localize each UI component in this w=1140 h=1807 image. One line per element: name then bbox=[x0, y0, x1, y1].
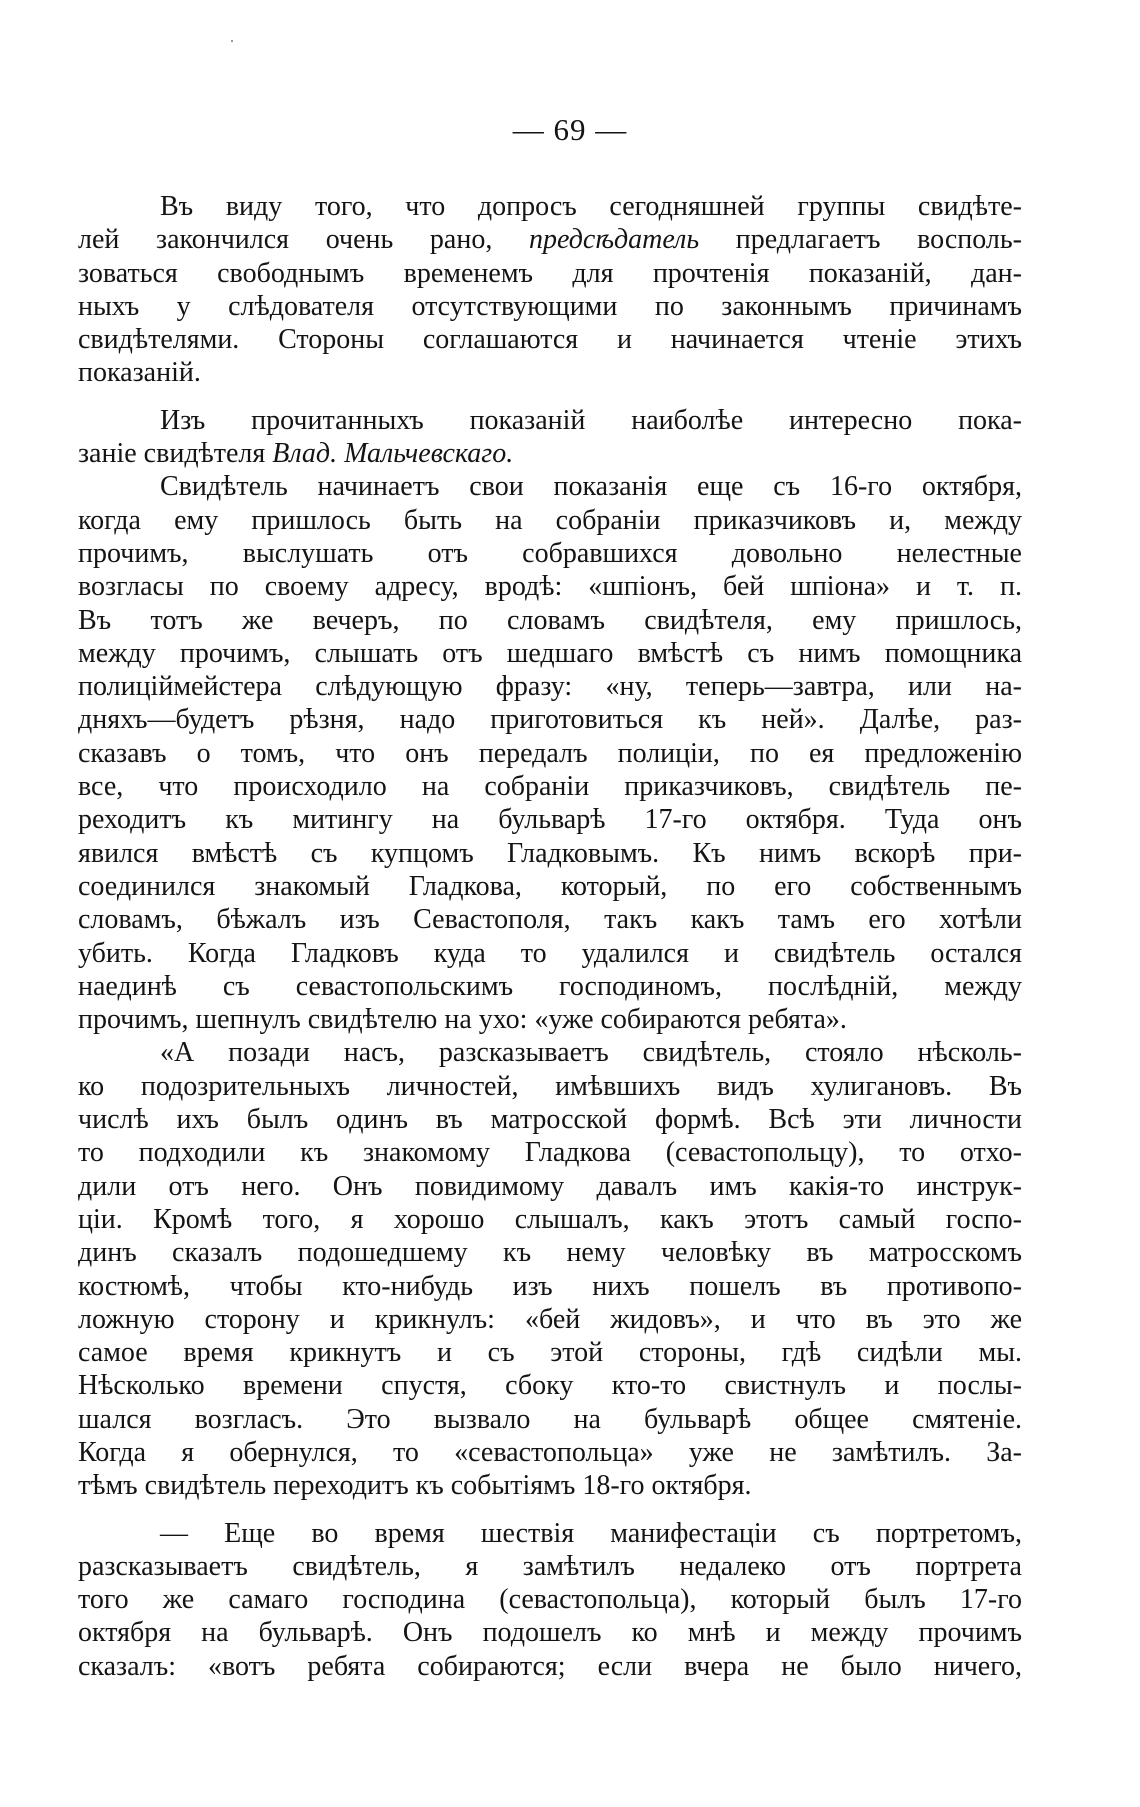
italic-name: Влад. Мальчевскаго. bbox=[272, 438, 514, 470]
text-line: между прочимъ, слышать отъ шедшаго вмѣстѣ съ нимъ помощника bbox=[78, 637, 1022, 669]
text-line: прочимъ, шепнулъ свидѣтелю на ухо: «уже собираются ребята». bbox=[78, 1004, 847, 1036]
text-line: числѣ ихъ былъ одинъ въ матросской формѣ. Всѣ эти личности bbox=[78, 1104, 1022, 1136]
text-line: костюмѣ, чтобы кто-нибудь изъ нихъ пошелъ въ противопо- bbox=[78, 1270, 1022, 1302]
text-line: показаній. bbox=[78, 357, 201, 389]
text-line: разсказываетъ свидѣтель, я замѣтилъ недалеко отъ портрета bbox=[78, 1550, 1022, 1582]
text-line: лей закончился очень рано, предсѣдатель предлагаетъ восполь- bbox=[78, 224, 1022, 256]
text-line: убить. Когда Гладковъ куда то удалился и свидѣтель остался bbox=[78, 937, 1022, 969]
text-line: самое время крикнутъ и съ этой стороны, гдѣ сидѣли мы. bbox=[78, 1337, 1022, 1369]
text-line: наединѣ съ севастопольскимъ господиномъ, послѣдній, между bbox=[78, 970, 1022, 1002]
paragraph bbox=[78, 1036, 1022, 1502]
text-line: Нѣсколько времени спустя, сбоку кто-то свистнулъ и послы- bbox=[78, 1370, 1022, 1402]
paragraph bbox=[78, 470, 1022, 1036]
text-line: Изъ прочитанныхъ показаній наиболѣе интересно пока- bbox=[160, 404, 1022, 436]
text-line: Когда я обернулся, то «севастопольца» уже не замѣтилъ. За- bbox=[78, 1436, 1022, 1468]
text-line: тѣмъ свидѣтель переходитъ къ событіямъ 18-го октября. bbox=[78, 1470, 752, 1502]
text-line: дили отъ него. Онъ повидимому давалъ имъ какія-то инструк- bbox=[78, 1170, 1022, 1202]
paragraph bbox=[78, 1517, 1022, 1683]
text-line: ціи. Кромѣ того, я хорошо слышалъ, какъ этотъ самый госпо- bbox=[78, 1203, 1022, 1235]
text-line: словамъ, бѣжалъ изъ Севастополя, такъ какъ тамъ его хотѣли bbox=[78, 904, 1022, 936]
page-number: — 69 — bbox=[512, 112, 628, 147]
text-line: ложную сторону и крикнулъ: «бей жидовъ», и что въ это же bbox=[78, 1303, 1022, 1335]
text-line: дняхъ—будетъ рѣзня, надо приготовиться къ ней». Далѣе, раз- bbox=[78, 704, 1022, 736]
text-line: Въ виду того, что допросъ сегодняшней группы свидѣте- bbox=[160, 191, 1022, 222]
text-line: все, что происходило на собраніи приказчиковъ, свидѣтель пе- bbox=[78, 771, 1022, 803]
text-line: Свидѣтель начинаетъ свои показанія еще съ 16-го октября, bbox=[160, 471, 1022, 503]
paragraph bbox=[78, 190, 1022, 390]
text-line: динъ сказалъ подошедшему къ нему человѣку въ матросскомъ bbox=[78, 1237, 1022, 1269]
text-line: прочимъ, выслушать отъ собравшихся довольно нелестные bbox=[78, 537, 1022, 569]
text-line: явился вмѣстѣ съ купцомъ Гладковымъ. Къ нимъ вскорѣ при- bbox=[78, 837, 1022, 869]
text-line: свидѣтелями. Стороны соглашаются и начинается чтеніе этихъ bbox=[78, 324, 1022, 356]
text-line: ко подозрительныхъ личностей, имѣвшихъ видъ хулигановъ. Въ bbox=[78, 1070, 1022, 1102]
text-line: «А позади насъ, разсказываетъ свидѣтель, стояло нѣсколь- bbox=[160, 1037, 1022, 1069]
text-line: Въ тотъ же вечеръ, по словамъ свидѣтеля, ему пришлось, bbox=[78, 604, 1022, 636]
text-line: сказалъ: «вотъ ребята собираются; если вчера не было ничего, bbox=[78, 1650, 1022, 1682]
scan-speck bbox=[231, 40, 233, 42]
text-line: заніе свидѣтеля Влад. Мальчевскаго. bbox=[78, 438, 514, 470]
text-line: когда ему пришлось быть на собраніи приказчиковъ и, между bbox=[78, 504, 1022, 536]
text-line: шался возгласъ. Это вызвало на бульварѣ общее смятеніе. bbox=[78, 1403, 1022, 1435]
text-line: соединился знакомый Гладкова, который, по его собственнымъ bbox=[78, 870, 1022, 902]
text-line: того же самаго господина (севастопольца), который былъ 17-го bbox=[78, 1584, 1022, 1616]
paragraph bbox=[78, 404, 1022, 471]
text-line: — Еще во время шествія манифестаціи съ портретомъ, bbox=[160, 1517, 1022, 1549]
text-line: то подходили къ знакомому Гладкова (севастопольцу), то отхо- bbox=[78, 1137, 1022, 1169]
italic-name: предсѣдатель bbox=[529, 224, 700, 256]
text-line: ныхъ у слѣдователя отсутствующими по законнымъ причинамъ bbox=[78, 290, 1022, 322]
text-line: полицiймейстера слѣдующую фразу: «ну, теперь—завтра, или на- bbox=[78, 671, 1022, 703]
text-line: октября на бульварѣ. Онъ подошелъ ко мнѣ и между прочимъ bbox=[78, 1617, 1022, 1649]
text-line: возгласы по своему адресу, вродѣ: «шпіонъ, бей шпіона» и т. п. bbox=[78, 571, 1022, 603]
text-line: сказавъ о томъ, что онъ передалъ полиціи, по ея предложенію bbox=[78, 737, 1022, 769]
text-line: зоваться свободнымъ временемъ для прочтенія показаній, дан- bbox=[78, 257, 1022, 289]
text-line: реходитъ къ митингу на бульварѣ 17-го октября. Туда онъ bbox=[78, 804, 1022, 836]
body-text bbox=[78, 190, 1022, 1683]
